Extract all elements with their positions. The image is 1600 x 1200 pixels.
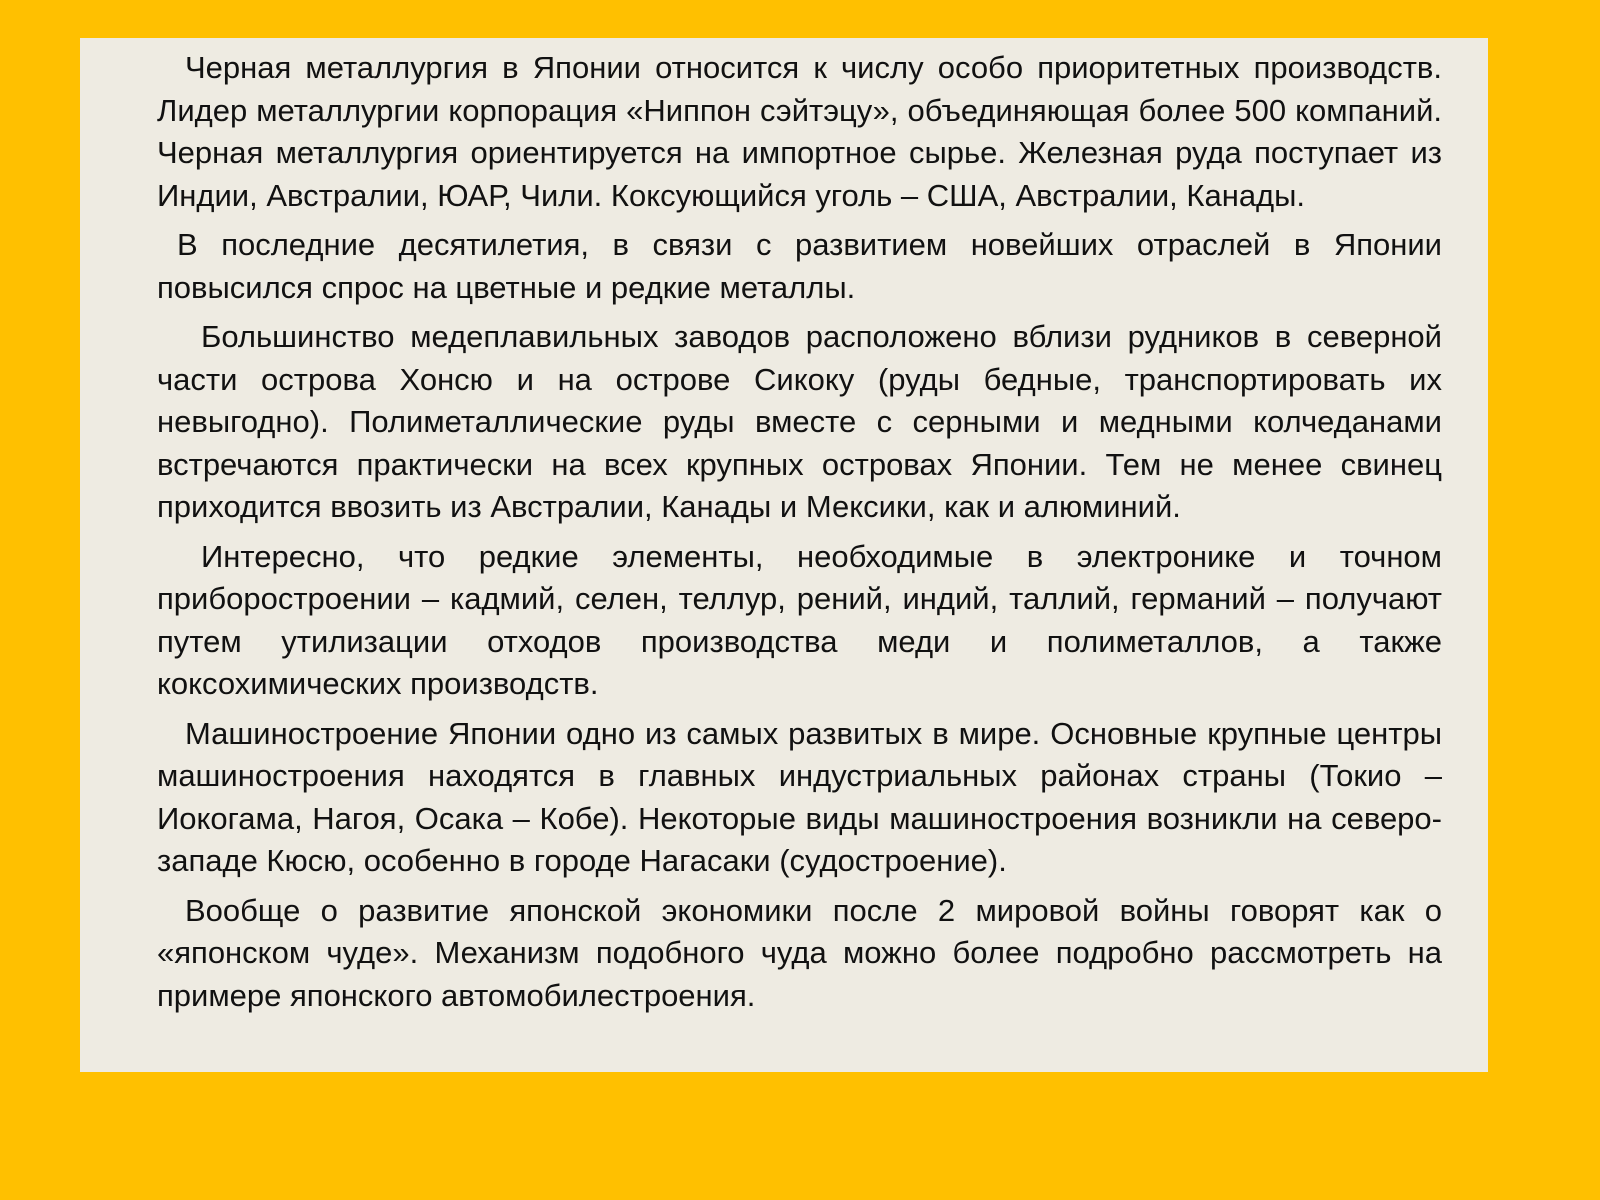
paragraph-copper-plants: Большинство медеплавильных заводов расположено вблизи рудников в северной части острова Хонсю и на острове Сикоку (руды бедные, транспортировать их невыгодно). Полиметаллические руды вместе с серными и медными колчеданами встречаются практически на всех крупных островах Японии. Тем не менее свинец приходится ввозить из Австралии, Канады и Мексики, как и алюминий.: [157, 319, 1442, 524]
paragraph-machine-building: Машиностроение Японии одно из самых развитых в мире. Основные крупные центры машиностроения находятся в главных индустриальных районах страны (Токио – Иокогама, Нагоя, Осака – Кобе). Некоторые виды машиностроения возникли на северо-западе Кюсю, особенно в городе Нагасаки (судостроение).: [157, 715, 1442, 878]
paragraph-ferrous-metallurgy: Черная металлургия в Японии относится к числу особо приоритетных производств. Лидер металлургии корпорация «Ниппон сэйтэцу», объединяющая более 500 компаний. Черная металлургия ориентируется на импортное сырье. Железная руда поступает из Индии, Австралии, ЮАР, Чили. Коксующийся уголь – США, Австралии, Канады.: [157, 50, 1442, 213]
paragraph-nonferrous-demand: В последние десятилетия, в связи с развитием новейших отраслей в Японии повысился спрос на цветные и редкие металлы.: [157, 227, 1442, 305]
paragraph-rare-elements: Интересно, что редкие элементы, необходимые в электронике и точном приборостроении – кадмий, селен, теллур, рений, индий, таллий, германий – получают путем утилизации отходов производства меди и полиметаллов, а также коксохимических производств.: [157, 538, 1442, 701]
paragraph-japanese-miracle: Вообще о развитие японской экономики после 2 мировой войны говорят как о «японском чуде». Механизм подобного чуда можно более подробно рассмотреть на примере японского автомобилестроения.: [157, 892, 1442, 1013]
text-panel: [80, 38, 1488, 1072]
